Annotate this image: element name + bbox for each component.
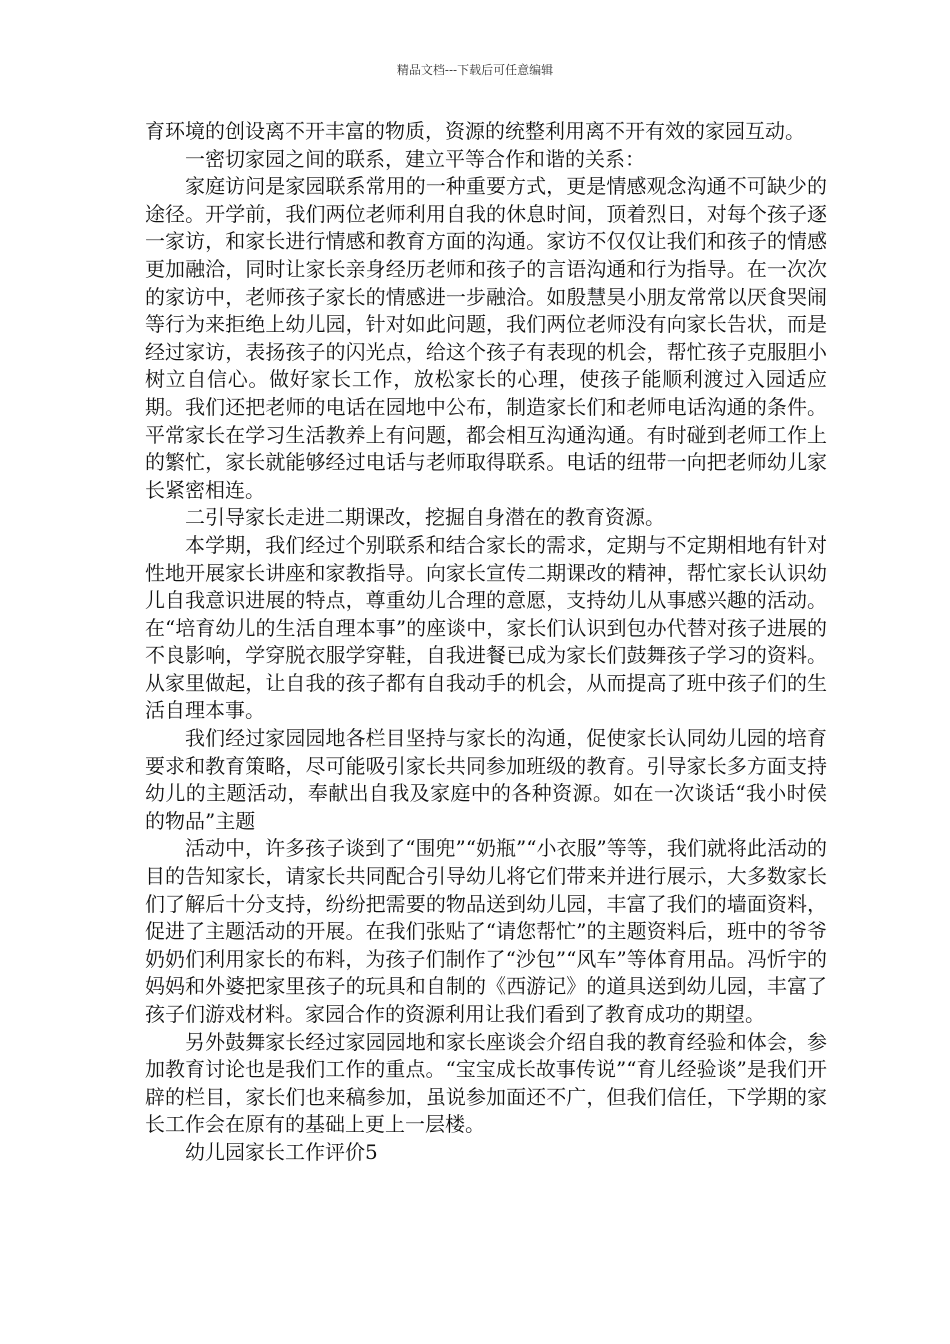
section-heading-1: 一密切家园之间的联系，建立平等合作和谐的关系： — [185, 146, 645, 171]
paragraph-5: 本学期，我们经过个别联系和结合家长的需求，定期与不定期相地有针对性地开展家长讲座和家教指导。向家长宣传二期课改的精神，帮忙家长认识幼儿自我意识进展的特点，尊重幼儿合理的意愿，支持幼儿从事感兴趣的活动。在“培育幼儿的生活自理本事”的座谈中，家长们认识到包办代替对孩子进展的不良影响，学穿脱衣服学穿鞋，自我进餐已成为家长们鼓舞孩子学习的资料。从家里做起，让自我的孩子都有自我动手的机会，从而提高了班中孩子们的生活自理本事。 — [145, 532, 827, 723]
paragraph-3: 家庭访问是家园联系常用的一种重要方式，更是情感观念沟通不可缺少的途径。开学前，我们两位老师利用自我的休息时间，顶着烈日，对每个孩子逐一家访，和家长进行情感和教育方面的沟通。家访不仅仅让我们和孩子的情感更加融洽，同时让家长亲身经历老师和孩子的言语沟通和行为指导。在一次次的家访中，老师孩子家长的情感进一步融洽。如殷慧昊小朋友常常以厌食哭闹等行为来拒绝上幼儿园，针对如此问题，我们两位老师没有向家长告状，而是经过家访，表扬孩子的闪光点，给这个孩子有表现的机会，帮忙孩子克服胆小树立自信心。做好家长工作，放松家长的心理，使孩子能顺利渡过入园适应期。我们还把老师的电话在园地中公布，制造家长们和老师电话沟通的条件。平常家长在学习生活教养上有问题，都会相互沟通沟通。有时碰到老师工作上的繁忙，家长就能够经过电话与老师取得联系。电话的纽带一向把老师幼儿家长紧密相连。 — [145, 174, 827, 502]
page-header: 精品文档---下载后可任意编辑 — [396, 63, 554, 77]
paragraph-7: 活动中，许多孩子谈到了“围兜”“奶瓶”“小衣服”等等，我们就将此活动的目的告知家长，请家长共同配合引导幼儿将它们带来并进行展示，大多数家长们了解后十分支持，纷纷把需要的物品送到幼儿园，丰富了我们的墙面资料，促进了主题活动的开展。在我们张贴了“请您帮忙”的主题资料后，班中的爷爷奶奶们利用家长的布料，为孩子们制作了“沙包”“风车”等体育用品。冯忻宇的妈妈和外婆把家里孩子的玩具和自制的《西游记》的道具送到幼儿园，丰富了孩子们游戏材料。家园合作的资源利用让我们看到了教育成功的期望。 — [145, 836, 827, 1026]
paragraph-6: 我们经过家园园地各栏目坚持与家长的沟通，促使家长认同幼儿园的培育要求和教育策略，尽可能吸引家长共同参加班级的教育。引导家长多方面支持幼儿的主题活动，奉献出自我及家庭中的各种资源。如在一次谈话“我小时侯的物品”主题 — [145, 726, 827, 833]
document-body — [145, 118, 827, 1167]
section-heading-2: 二引导家长走进二期课改，挖掘自身潜在的教育资源。 — [185, 505, 665, 530]
paragraph-8: 另外鼓舞家长经过家园园地和家长座谈会介绍自我的教育经验和体会，参加教育讨论也是我们工作的重点。“宝宝成长故事传说”“育儿经验谈”是我们开辟的栏目，家长们也来稿参加，虽说参加面还不广，但我们信任，下学期的家长工作会在原有的基础上更上一层楼。 — [145, 1029, 827, 1137]
paragraph-1: 育环境的创设离不开丰富的物质，资源的统整利用离不开有效的家园互动。 — [145, 119, 805, 143]
section-title-5: 幼儿园家长工作评价5 — [185, 1139, 378, 1164]
